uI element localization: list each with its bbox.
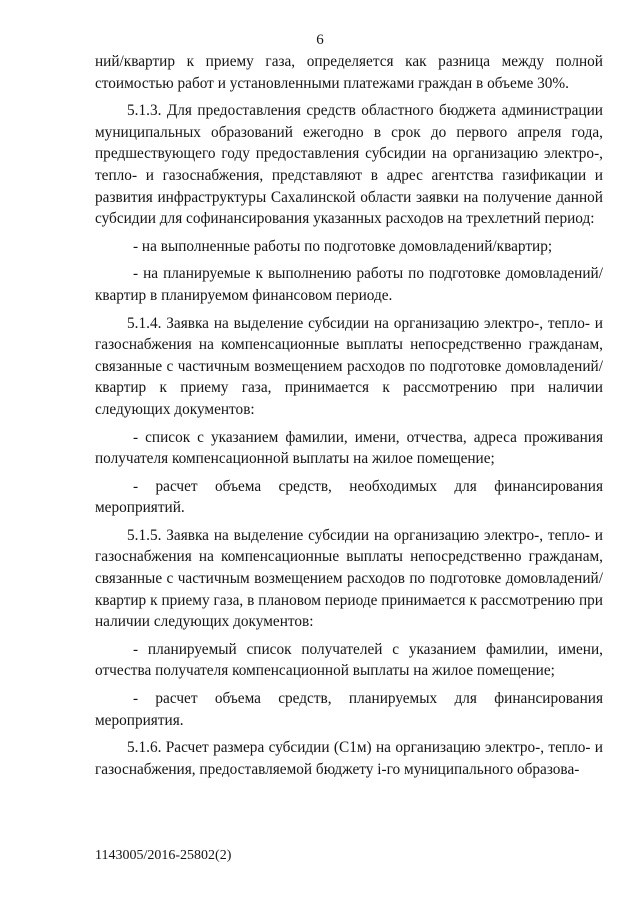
list-item-planned-funds-calculation: - расчет объема средств, планируемых для финансирования мероприятия. bbox=[95, 690, 603, 729]
paragraph-5-1-6: 5.1.6. Расчет размера субсидии (C1м) на организацию электро-, тепло- и газоснабжения, предоставляемой бюджету i-го муниципального образова- bbox=[95, 739, 603, 778]
document-code: 1143005/2016-25802(2) bbox=[95, 848, 232, 863]
paragraph-5-1-3: 5.1.3. Для предоставления средств областного бюджета администрации муниципальных образований ежегодно в срок до первого апреля года, предшествующего году предоставления субсидии на организацию электро-, тепло- и газоснабжения, представляют в адрес агентства газификации и развития инфраструктуры Сахалинской области заявки на получение данной субсидии для софинансирования указанных расходов на трехлетний период: bbox=[95, 102, 603, 228]
document-body bbox=[95, 51, 603, 780]
paragraph-5-1-4: 5.1.4. Заявка на выделение субсидии на организацию электро-, тепло- и газоснабжения на компенсационные выплаты непосредственно гражданам, связанные с частичным возмещением расходов по подготовке домовладений/квартир к приему газа, принимается к рассмотрению при наличии следующих документов: bbox=[95, 314, 603, 418]
paragraph-5-1-5: 5.1.5. Заявка на выделение субсидии на организацию электро-, тепло- и газоснабжения на компенсационные выплаты непосредственно гражданам, связанные с частичным возмещением расходов по подготовке домовладений/квартир к приему газа, в плановом периоде принимается к рассмотрению при наличии следующих документов: bbox=[95, 526, 603, 631]
list-item-planned-works: - на планируемые к выполнению работы по подготовке домовладений/квартир в планируемом финансовом периоде. bbox=[95, 265, 603, 304]
list-item-funds-calculation: - расчет объема средств, необходимых для финансирования мероприятий. bbox=[95, 477, 603, 517]
list-item-recipient-list: - список с указанием фамилии, имени, отчества, адреса проживания получателя компенсационной выплаты на жилое помещение; bbox=[95, 428, 603, 468]
list-item-planned-recipient-list: - планируемый список получателей с указанием фамилии, имени, отчества получателя компенсационной выплаты на жилое помещение; bbox=[95, 640, 603, 680]
page-number: 6 bbox=[316, 32, 324, 48]
list-item-completed-works: - на выполненные работы по подготовке домовладений/квартир; bbox=[133, 237, 553, 255]
paragraph-continuation: ний/квартир к приему газа, определяется как разница между полной стоимостью работ и установленными платежами граждан в объеме 30%. bbox=[95, 53, 603, 92]
